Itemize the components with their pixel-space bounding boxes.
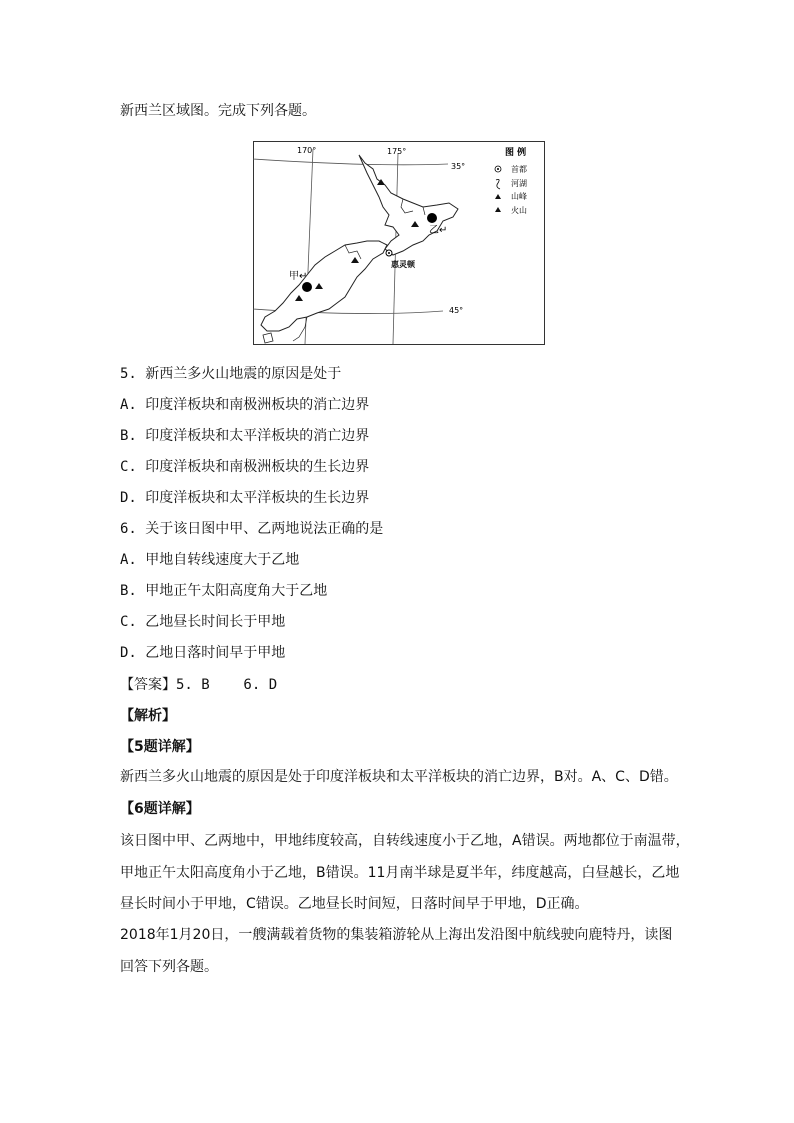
q5-option-a: A. 印度洋板块和南极洲板块的消亡边界 [120, 397, 370, 413]
yi-location-dot [427, 213, 437, 223]
intro-text: 新西兰区域图。完成下列各题。 [120, 103, 316, 119]
lat-label-45: 45° [449, 306, 464, 315]
lon-label-175: 175° [387, 147, 407, 156]
legend-peak-label: 山峰 [511, 192, 527, 201]
detail6-heading: 【6题详解】 [120, 801, 200, 817]
answer-line: 【答案】5. B 6. D [120, 677, 278, 693]
lat-label-35: 35° [451, 162, 466, 171]
q6-option-c: C. 乙地昼长时间长于甲地 [120, 614, 286, 630]
analysis-heading: 【解析】 [120, 708, 176, 724]
detail5-heading: 【5题详解】 [120, 739, 200, 755]
q6-option-b: B. 甲地正午太阳高度角大于乙地 [120, 583, 328, 599]
detail6-line-1: 该日图中甲、乙两地中，甲地纬度较高，自转线速度小于乙地，A错误。两地都位于南温带， [120, 833, 690, 849]
wellington-label: 惠灵顿 [391, 260, 415, 269]
next-intro-line-2: 回答下列各题。 [120, 959, 218, 975]
detail6-line-2: 甲地正午太阳高度角小于乙地，B错误。11月南半球是夏半年，纬度越高，白昼越长，乙地 [120, 865, 680, 881]
legend-title: 图 例 [505, 148, 527, 158]
lon-label-170: 170° [297, 146, 317, 155]
q5-option-d: D. 印度洋板块和太平洋板块的生长边界 [120, 490, 370, 506]
detail6-line-3: 昼长时间小于甲地，C错误。乙地昼长时间短，日落时间早于甲地，D正确。 [120, 896, 589, 912]
jia-location-dot [302, 282, 312, 292]
legend-capital-label: 首都 [511, 165, 527, 174]
legend-volcano-label: 火山 [511, 206, 527, 215]
q5-stem: 5. 新西兰多火山地震的原因是处于 [120, 366, 342, 382]
q5-option-b: B. 印度洋板块和太平洋板块的消亡边界 [120, 428, 370, 444]
legend-river-label: 河湖 [511, 179, 527, 188]
stewart-island-shape [263, 333, 273, 343]
new-zealand-map [253, 141, 545, 345]
q6-option-a: A. 甲地自转线速度大于乙地 [120, 552, 300, 568]
q6-option-d: D. 乙地日落时间早于甲地 [120, 645, 286, 661]
q6-stem: 6. 关于该日图中甲、乙两地说法正确的是 [120, 521, 384, 537]
place-jia-label: 甲↵ [289, 271, 308, 282]
detail5-text: 新西兰多火山地震的原因是处于印度洋板块和太平洋板块的消亡边界，B对。A、C、D错。 [120, 769, 678, 785]
q5-option-c: C. 印度洋板块和南极洲板块的生长边界 [120, 459, 370, 475]
place-yi-label: 乙↵ [429, 225, 448, 236]
next-intro-line-1: 2018年1月20日，一艘满载着货物的集装箱游轮从上海出发沿图中航线驶向鹿特丹，读图 [120, 927, 673, 943]
